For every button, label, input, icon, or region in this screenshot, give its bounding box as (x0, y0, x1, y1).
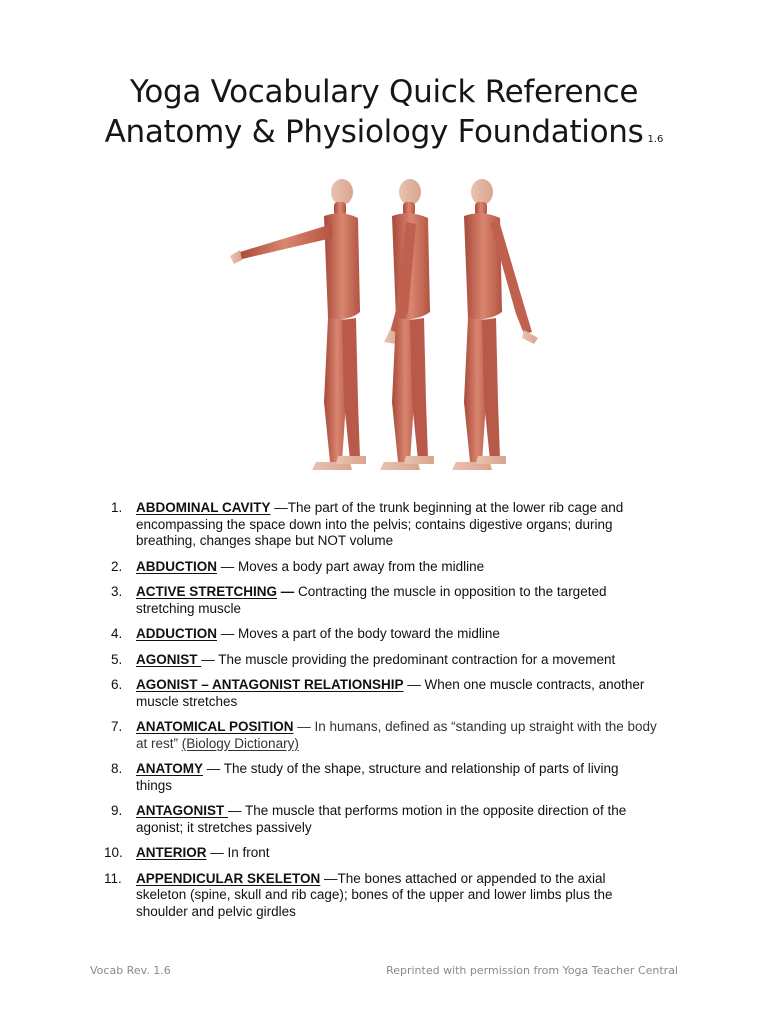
figure-arm-forward (230, 179, 366, 470)
list-item: 5. AGONIST — The muscle providing the predominant contraction for a movement (111, 651, 616, 667)
list-item: 2. ABDUCTION — Moves a body part away from the midline (111, 558, 485, 574)
definition: In humans, defined as “standing up straight with the body at rest” (136, 719, 657, 751)
term: ADDUCTION (136, 626, 217, 641)
footer-credit: Reprinted with permission from Yoga Teacher Central (386, 964, 678, 977)
list-item: 11. APPENDICULAR SKELETON —The bones attached or appended to the axial skeleton (spine, skull and rib cage); bones of the upper and lower limbs plus the shoulder and pelvic girdles (104, 870, 613, 919)
term: ACTIVE STRETCHING (136, 584, 278, 599)
definition: When one muscle contracts, another muscle stretches (136, 677, 645, 709)
list-item: 8. ANATOMY — The study of the shape, structure and relationship of parts of living things (111, 761, 619, 793)
definition: In front (227, 845, 270, 860)
list-item: 10. ANTERIOR — In front (104, 845, 270, 860)
definition: The study of the shape, structure and relationship of parts of living things (136, 761, 619, 793)
term: ANTERIOR (136, 845, 207, 860)
term: ABDUCTION (136, 558, 217, 574)
figure-arm-down (380, 179, 434, 470)
term: AGONIST – ANTAGONIST RELATIONSHIP (136, 677, 404, 692)
muscle-figures-icon (220, 172, 560, 484)
title-line-2 (0, 112, 768, 160)
definition: The bones attached or appended to the axial skeleton (spine, skull and rib cage); bones of the upper and lower limbs plus the shoulder and pelvic girdles (136, 870, 613, 919)
title-line-2-text: Anatomy & Physiology Foundations (104, 114, 644, 150)
list-item: 4. ADDUCTION — Moves a part of the body toward the midline (111, 626, 500, 641)
list-item: 1. ABDOMINAL CAVITY —The part of the trunk beginning at the lower rib cage and encompassing the space down into the pelvis; contains digestive organs; during breathing, changes shape but NOT volume (111, 500, 624, 548)
vocabulary-list (0, 500, 768, 929)
list-item: 7. ANATOMICAL POSITION — In humans, defined as “standing up straight with the body at rest” (Biology Dictionary) (111, 719, 657, 751)
list-item: 3. ACTIVE STRETCHING — Contracting the muscle in opposition to the targeted stretching muscle (111, 584, 607, 616)
page-title (0, 72, 768, 160)
version-number: 1.6 (647, 134, 664, 145)
definition: Moves a part of the body toward the midline (238, 626, 500, 641)
term: ANATOMICAL POSITION (136, 719, 294, 734)
term: ANTAGONIST (136, 803, 228, 818)
list-item: 6. AGONIST – ANTAGONIST RELATIONSHIP — When one muscle contracts, another muscle stretches (111, 677, 645, 709)
footer-revision: Vocab Rev. 1.6 (90, 964, 171, 977)
title-line-1: Yoga Vocabulary Quick Reference (129, 74, 639, 110)
term: ABDOMINAL CAVITY (136, 500, 271, 515)
definition: Contracting the muscle in opposition to the targeted stretching muscle (136, 584, 607, 616)
definition: The part of the trunk beginning at the lower rib cage and encompassing the space down into the pelvis; contains digestive organs; during breathing, changes shape but NOT volume (136, 500, 624, 548)
definition: Moves a body part away from the midline (238, 558, 485, 574)
biology-dictionary-link[interactable]: (Biology Dictionary) (181, 735, 299, 751)
human-muscle-anatomy-illustration (220, 172, 560, 484)
term: APPENDICULAR SKELETON (136, 870, 321, 886)
term: AGONIST (136, 651, 202, 667)
figure-arm-back (452, 179, 538, 470)
definition: The muscle that performs motion in the opposite direction of the agonist; it stretches passively (136, 803, 627, 835)
term: ANATOMY (136, 761, 203, 776)
list-item: 9. ANTAGONIST — The muscle that performs motion in the opposite direction of the agonist; it stretches passively (111, 803, 627, 835)
definition: The muscle providing the predominant contraction for a movement (218, 651, 616, 667)
